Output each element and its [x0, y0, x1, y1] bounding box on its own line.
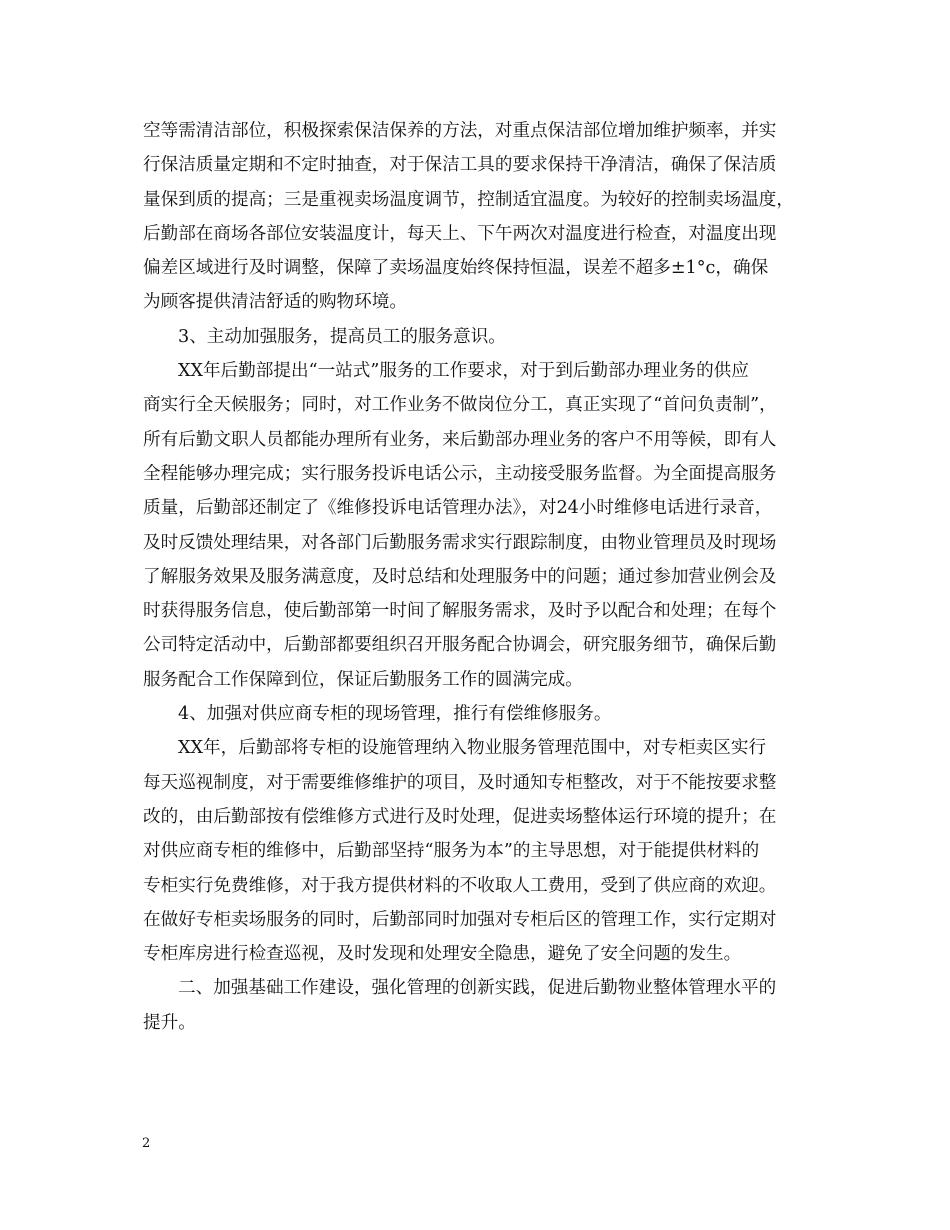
body-text [143, 114, 823, 1040]
section-heading: 4、加强对供应商专柜的现场管理，推行有偿维修服务。 [178, 704, 612, 725]
page-number: 2 [142, 1136, 151, 1151]
text-line: 偏差区域进行及时调整，保障了卖场温度始终保持恒温，误差不超多±1°c，确保 [143, 258, 769, 279]
text-line: 每天巡视制度，对于需要维修维护的项目，及时通知专柜整改，对于不能按要求整 [143, 772, 777, 793]
text-line: 了解服务效果及服务满意度，及时总结和处理服务中的问题；通过参加营业例会及 [143, 566, 777, 587]
text-line: 量保到质的提高；三是重视卖场温度调节，控制适宜温度。为较好的控制卖场温度， [143, 189, 794, 210]
text-line: 改的，由后勤部按有偿维修方式进行及时处理，促进卖场整体运行环境的提升；在 [143, 806, 777, 827]
text-line: 后勤部在商场各部位安装温度计，每天上、下午两次对温度进行检查，对温度出现 [143, 223, 777, 244]
text-line: 提升。 [143, 1012, 196, 1033]
text-line: 商实行全天候服务；同时，对工作业务不做岗位分工，真正实现了“首问负责制”， [143, 395, 777, 416]
text-line: 专柜库房进行检查巡视，及时发现和处理安全隐患，避免了安全问题的发生。 [143, 944, 742, 965]
text-line: 行保洁质量定期和不定时抽查，对于保洁工具的要求保持干净清洁，确保了保洁质 [143, 155, 777, 176]
text-line: 所有后勤文职人员都能办理所有业务，来后勤部办理业务的客户不用等候，即有人 [143, 429, 777, 450]
text-line: XX年，后勤部将专柜的设施管理纳入物业服务管理范围中，对专柜卖区实行 [178, 738, 767, 759]
text-line: 全程能够办理完成；实行服务投诉电话公示，主动接受服务监督。为全面提高服务 [143, 463, 777, 484]
text-line: 及时反馈处理结果，对各部门后勤服务需求实行跟踪制度，由物业管理员及时现场 [143, 532, 777, 553]
text-line: 在做好专柜卖场服务的同时，后勤部同时加强对专柜后区的管理工作，实行定期对 [143, 909, 777, 930]
text-line: 服务配合工作保障到位，保证后勤服务工作的圆满完成。 [143, 669, 583, 690]
section-heading: 二、加强基础工作建设，强化管理的创新实践，促进后勤物业整体管理水平的 [178, 978, 777, 999]
text-line: 时获得服务信息，使后勤部第一时间了解服务需求，及时予以配合和处理；在每个 [143, 601, 777, 622]
text-line: 对供应商专柜的维修中，后勤部坚持“服务为本”的主导思想，对于能提供材料的 [143, 841, 760, 862]
section-heading: 3、主动加强服务，提高员工的服务意识。 [178, 326, 506, 347]
text-line: 质量，后勤部还制定了《维修投诉电话管理办法》，对24小时维修电话进行录音， [143, 498, 773, 519]
text-line: 为顾客提供清洁舒适的购物环境。 [143, 292, 407, 313]
text-line: 专柜实行免费维修，对于我方提供材料的不收取人工费用，受到了供应商的欢迎。 [143, 875, 777, 896]
text-line: 公司特定活动中，后勤部都要组织召开服务配合协调会，研究服务细节，确保后勤 [143, 635, 777, 656]
text-line: 空等需清洁部位，积极探索保洁保养的方法，对重点保洁部位增加维护频率，并实 [143, 121, 777, 141]
text-line: XX年后勤部提出“一站式”服务的工作要求，对于到后勤部办理业务的供应 [178, 361, 749, 382]
